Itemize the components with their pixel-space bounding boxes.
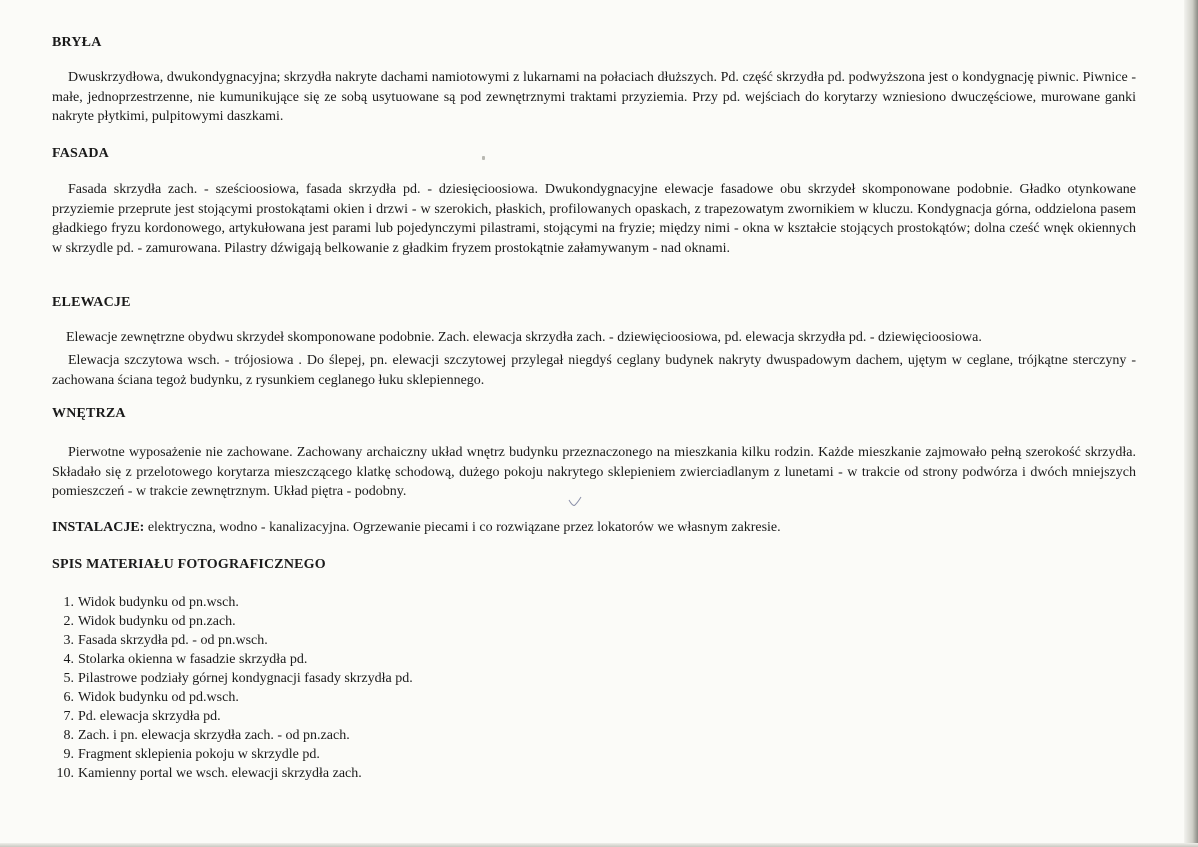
paragraph-bryla: Dwuskrzydłowa, dwukondygnacyjna; skrzydła nakryte dachami namiotowymi z lukarnami na połaciach dłuższych. Pd. część skrzydła pd. podwyższona jest o kondygnację piwnic. Piwnice - małe, jednoprzestrzenne, nie kumunikujące się ze sobą usytuowane są pod zewnętrznymi traktami przyziemia. Przy pd. wejściach do korytarzy wzniesiono dwuczęściowe, murowane ganki nakryte płytkimi, pulpitowymi daszkami. (52, 70, 1136, 124)
heading-fasada: FASADA (52, 146, 109, 161)
list-item-number: 7. (63, 709, 74, 724)
list-item-text: Widok budynku od pd.wsch. (78, 690, 239, 705)
list-item (46, 745, 413, 764)
scan-right-edge (1184, 0, 1198, 847)
list-item-number: 9. (63, 747, 74, 762)
paragraph-elewacje-line1: Elewacje zewnętrzne obydwu skrzydeł skomponowane podobnie. Zach. elewacja skrzydła zach. - dziewięcioosiowa, pd. elewacja skrzydła pd. - dziewięcioosiowa. (66, 330, 982, 345)
list-item (46, 688, 413, 707)
scan-speck (482, 156, 485, 160)
list-item-number: 4. (63, 652, 74, 667)
list-item-text: Fasada skrzydła pd. - od pn.wsch. (78, 633, 268, 648)
list-item-number: 10. (56, 766, 74, 781)
list-item-number: 8. (63, 728, 74, 743)
list-item-text: Stolarka okienna w fasadzie skrzydła pd. (78, 652, 308, 667)
list-item-text: Pilastrowe podziały górnej kondygnacji fasady skrzydła pd. (78, 671, 413, 686)
list-item-number: 6. (63, 690, 74, 705)
list-item-text: Zach. i pn. elewacja skrzydła zach. - od pn.zach. (78, 728, 350, 743)
paragraph-elewacje-line2: Elewacja szczytowa wsch. - trójosiowa . Do ślepej, pn. elewacji szczytowej przylegał niegdyś ceglany budynek nakryty dwuspadowym dachem, ujętym w ceglane, trójkątne sterczyny - zachowana ściana tegoż budynku, z rysunkiem ceglanego łuku sklepiennego. (52, 353, 1136, 388)
list-item (46, 593, 413, 612)
list-item (46, 631, 413, 650)
scan-bottom-edge (0, 843, 1198, 847)
list-item-number: 3. (63, 633, 74, 648)
instalacje-label: INSTALACJE: (52, 520, 145, 535)
handwritten-tick-mark (568, 496, 582, 508)
list-item-text: Fragment sklepienia pokoju w skrzydle pd. (78, 747, 320, 762)
list-item-number: 2. (63, 614, 74, 629)
list-item (46, 650, 413, 669)
list-item (46, 764, 413, 783)
list-item (46, 669, 413, 688)
list-item-text: Widok budynku od pn.wsch. (78, 595, 239, 610)
paragraph-fasada: Fasada skrzydła zach. - sześcioosiowa, fasada skrzydła pd. - dziesięcioosiowa. Dwukondygnacyjne elewacje fasadowe obu skrzydeł skomponowane podobnie. Gładko otynkowane przyziemie przeprute jest stojącymi prostokątami okien i drzwi - w szerokich, płaskich, profilowanych opaskach, z trapezowatym zwornikiem w kluczu. Kondygnacja górna, oddzielona pasem gładkiego fryzu kordonowego, artykułowana jest parami lub pojedynczymi pilastrami, stojącymi na fryzie; między nimi - okna w kształcie stojących prostokątów; dolna cześć wnęk okiennych w skrzydle pd. - zamurowana. Pilastry dźwigają belkowanie z gładkim fryzem prostokątnie załamywanym - nad oknami. (52, 182, 1136, 256)
list-item (46, 612, 413, 631)
photo-list (46, 593, 413, 783)
list-item-text: Kamienny portal we wsch. elewacji skrzydła zach. (78, 766, 362, 781)
list-item (46, 726, 413, 745)
heading-bryla: BRYŁA (52, 35, 102, 50)
list-item (46, 707, 413, 726)
list-item-text: Pd. elewacja skrzydła pd. (78, 709, 221, 724)
list-item-number: 5. (63, 671, 74, 686)
paragraph-wnetrza: Pierwotne wyposażenie nie zachowane. Zachowany archaiczny układ wnętrz budynku przeznaczonego na mieszkania kilku rodzin. Każde mieszkanie zajmowało pełną szerokość skrzydła. Składało się z przelotowego korytarza mieszczącego klatkę schodową, dużego pokoju nakrytego sklepieniem zwierciadlanym z lunetami - w trakcie od strony podwórza i dwóch mniejszych pomieszczeń - w trakcie zewnętrznym. Układ piętra - podobny. (52, 445, 1136, 499)
heading-wnetrza: WNĘTRZA (52, 406, 126, 421)
instalacje-text: elektryczna, wodno - kanalizacyjna. Ogrzewanie piecami i co rozwiązane przez lokatorów we własnym zakresie. (144, 520, 781, 535)
list-item-text: Widok budynku od pn.zach. (78, 614, 236, 629)
heading-spis: SPIS MATERIAŁU FOTOGRAFICZNEGO (52, 557, 326, 572)
list-item-number: 1. (63, 595, 74, 610)
heading-elewacje: ELEWACJE (52, 295, 131, 310)
paragraph-instalacje (52, 520, 781, 536)
